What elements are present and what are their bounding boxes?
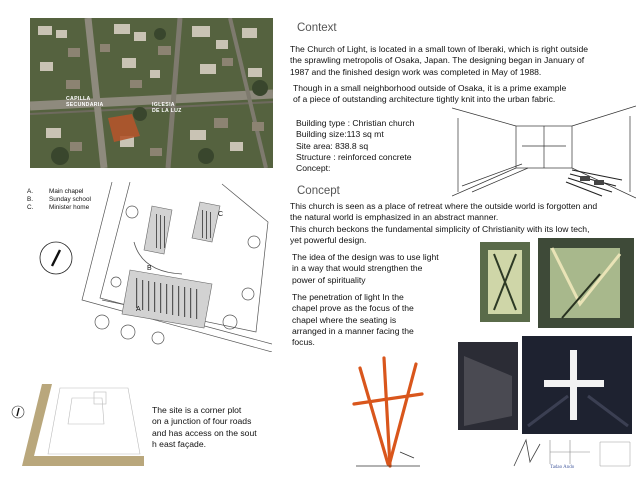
- orange-cross-sketch: [350, 354, 426, 470]
- legend-letter: B.: [27, 195, 34, 203]
- site-plan-drawing: [72, 182, 272, 352]
- context-heading: Context: [297, 22, 337, 34]
- fact-structure: Structure : reinforced concrete: [296, 151, 412, 162]
- plan-label-a: A: [136, 306, 141, 313]
- interior-sketch-graphic: [452, 104, 636, 200]
- site-plan-graphic: [72, 182, 272, 352]
- aerial-label-secondary-chapel: CAPILLA SECUNDARIA: [66, 96, 104, 108]
- legend-text: Main chapel: [49, 188, 84, 195]
- legend-letter: C.: [27, 203, 34, 211]
- aerial-photo: [30, 18, 273, 168]
- light-sketch-top-graphic: [480, 234, 636, 334]
- fact-concept: Concept:: [296, 163, 331, 174]
- light-sketch-top: [480, 234, 636, 334]
- north-arrow-icon: [38, 240, 74, 276]
- aerial-photo-graphic: [30, 18, 273, 168]
- plan-label-b: B: [147, 265, 152, 272]
- legend-text: Minister home: [49, 203, 90, 211]
- fact-site-area: Site area: 838.8 sq: [296, 140, 369, 151]
- concept-paragraph-3: The penetration of light In the chapel prove as the focus of the chapel where the seating is arranged in a manner facing the focus.: [292, 292, 414, 348]
- concept-heading: Concept: [297, 185, 340, 197]
- fact-building-size: Building size:113 sq mt: [296, 129, 384, 140]
- context-paragraph-1: The Church of Light, is located in a small town of Iberaki, which is right outside the sprawling metropolis of Osaka, Japan. The designing began in January of 1987 and the finished design work was completed in May of 1988.: [290, 44, 589, 77]
- signature-text: Tadao Ando: [550, 465, 575, 470]
- building-facts: [296, 118, 414, 174]
- interior-perspective-sketch: [452, 104, 636, 200]
- location-diagram-graphic: [8, 384, 144, 472]
- tadao-ando-sketch: [510, 436, 634, 474]
- fact-building-type: Building type : Christian church: [296, 118, 415, 128]
- legend-text: Sunday school: [49, 195, 91, 203]
- legend-letter: A.: [27, 188, 34, 195]
- plan-label-c: C: [218, 211, 224, 218]
- site-caption: The site is a corner plot on a junction of four roads and has access on the sout h east façade.: [152, 405, 257, 449]
- context-paragraph-2: Though in a small neighborhood outside of Osaka, it is a prime example of a piece of outstanding architecture tightly knit into the urban fabric.: [293, 83, 567, 105]
- light-sketch-cross-graphic: [458, 336, 636, 434]
- concept-paragraph-2: The idea of the design was to use light in a way that would strengthen the power of spirituality: [292, 252, 439, 285]
- orange-cross-graphic: [350, 354, 426, 470]
- light-sketch-cross: [458, 336, 636, 434]
- location-diagram: [8, 384, 144, 472]
- concept-paragraph-1: This church is seen as a place of retreat where the outside world is forgotten and the natural world is emphasized in an abstract manner. This church beckons the fundamental simplicity of Christianity with its low tech, yet powerful design.: [290, 201, 598, 245]
- aerial-label-church-of-light: IGLESIA DE LA LUZ: [152, 102, 182, 114]
